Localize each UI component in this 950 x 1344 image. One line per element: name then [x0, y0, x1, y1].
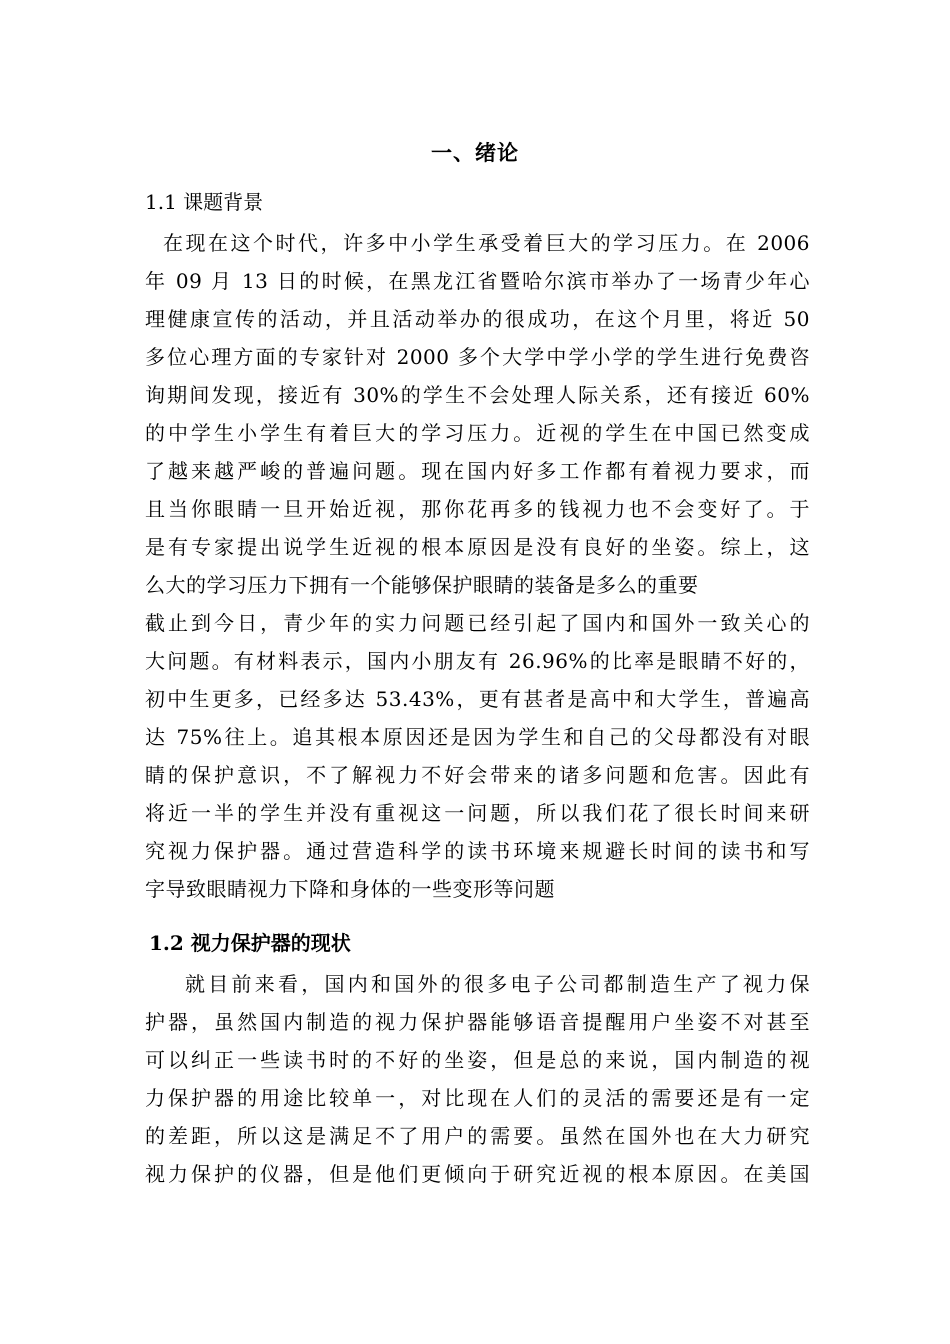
paragraph-line: 护器，虽然国内制造的视力保护器能够语音提醒用户坐姿不对甚至	[145, 1010, 810, 1034]
chapter-title: 一、绪论	[431, 140, 519, 165]
paragraph-line: 在现在这个时代，许多中小学生承受着巨大的学习压力。在 2006	[163, 231, 810, 255]
paragraph-line: 多位心理方面的专家针对 2000 多个大学中学小学的学生进行免费咨	[145, 345, 810, 369]
paragraph-line: 究视力保护器。通过营造科学的读书环境来规避长时间的读书和写	[145, 839, 810, 863]
section-1-1-body	[145, 224, 810, 908]
paragraph-line: 询期间发现，接近有 30%的学生不会处理人际关系，还有接近 60%	[145, 383, 810, 407]
paragraph-line: 年 09 月 13 日的时候，在黑龙江省暨哈尔滨市举办了一场青少年心	[145, 269, 810, 293]
paragraph-line: 视力保护的仪器，但是他们更倾向于研究近视的根本原因。在美国	[145, 1162, 810, 1186]
paragraph-line: 初中生更多，已经多达 53.43%，更有甚者是高中和大学生，普遍高	[145, 687, 810, 711]
paragraph-line: 可以纠正一些读书时的不好的坐姿，但是总的来说，国内制造的视	[145, 1048, 810, 1072]
paragraph-line: 睛的保护意识，不了解视力不好会带来的诸多问题和危害。因此有	[145, 763, 810, 787]
paragraph-line: 达 75%往上。追其根本原因还是因为学生和自己的父母都没有对眼	[145, 725, 810, 749]
paragraph-line: 字导致眼睛视力下降和身体的一些变形等问题	[145, 877, 555, 901]
paragraph-line: 将近一半的学生并没有重视这一问题，所以我们花了很长时间来研	[145, 801, 810, 825]
paragraph-line: 的差距，所以这是满足不了用户的需要。虽然在国外也在大力研究	[145, 1124, 810, 1148]
paragraph-line: 大问题。有材料表示，国内小朋友有 26.96%的比率是眼睛不好的，	[145, 649, 810, 673]
section-1-2-body	[145, 965, 810, 1193]
section-heading-1-2: 1.2 视力保护器的现状	[149, 931, 351, 955]
paragraph-line: 理健康宣传的活动，并且活动举办的很成功，在这个月里，将近 50	[145, 307, 810, 331]
paragraph-line: 么大的学习压力下拥有一个能够保护眼睛的装备是多么的重要	[145, 573, 699, 597]
paragraph-line: 力保护器的用途比较单一，对比现在人们的灵活的需要还是有一定	[145, 1086, 810, 1110]
paragraph-line: 就目前来看，国内和国外的很多电子公司都制造生产了视力保	[185, 972, 810, 996]
paragraph-line: 的中学生小学生有着巨大的学习压力。近视的学生在中国已然变成	[145, 421, 810, 445]
paragraph-line: 且当你眼睛一旦开始近视，那你花再多的钱视力也不会变好了。于	[145, 497, 810, 521]
section-heading-1-1: 1.1 课题背景	[145, 190, 264, 214]
paragraph-line: 是有专家提出说学生近视的根本原因是没有良好的坐姿。综上，这	[145, 535, 810, 559]
paragraph-line: 截止到今日，青少年的实力问题已经引起了国内和国外一致关心的	[145, 611, 810, 635]
paragraph-line: 了越来越严峻的普遍问题。现在国内好多工作都有着视力要求，而	[145, 459, 810, 483]
